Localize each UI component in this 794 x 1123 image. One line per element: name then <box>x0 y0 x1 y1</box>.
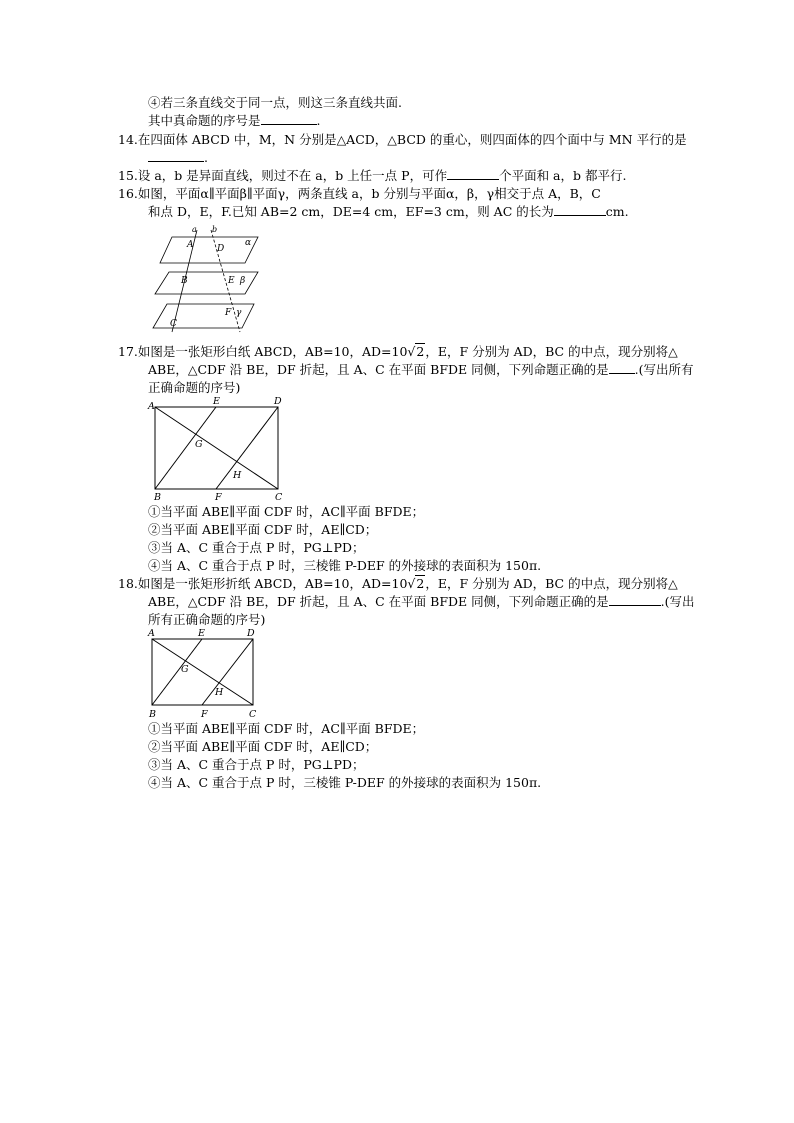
q18-sqrt-radicand: 2 <box>416 576 425 591</box>
q17-text-line3: 正确命题的序号) <box>148 380 241 395</box>
q13-item-4: ④若三条直线交于同一点，则这三条直线共面. <box>148 95 402 110</box>
fig16-label-D: D <box>217 244 225 254</box>
q13-period: . <box>316 113 321 128</box>
fig17-label-B: B <box>154 492 161 502</box>
fig17-label-E: E <box>213 396 220 407</box>
fig16-label-E: E <box>228 276 235 286</box>
fig16-label-alpha: α <box>245 238 252 248</box>
q18-item-4: ④当 A、C 重合于点 P 时，三棱锥 P-DEF 的外接球的表面积为 150π. <box>148 775 542 790</box>
q14-period: . <box>204 150 208 165</box>
q18-item-3: ③当 A、C 重合于点 P 时，PG⊥PD； <box>148 757 365 772</box>
q15-answer-blank <box>447 168 499 180</box>
q15-text-part2: 个平面和 a，b 都平行. <box>499 168 627 183</box>
q17-text-line2a: ABE，△CDF 沿 BE，DF 折起，且 A、C 在平面 BFDE 同侧，下列命题正确的是 <box>148 362 609 377</box>
q17-sqrt-radicand: 2 <box>416 344 425 359</box>
fig18-label-B: B <box>149 709 156 719</box>
fig17-label-C: C <box>275 492 283 502</box>
fig16-label-A: A <box>187 240 194 250</box>
q18-text-line2b: .(写出 <box>660 594 695 609</box>
q17-text-line2b: .(写出所有 <box>634 362 694 377</box>
q16-text-line2a: 和点 D，E，F.已知 AB=2 cm，DE=4 cm，EF=3 cm，则 AC 的长为 <box>148 204 554 219</box>
fig16-label-C: C <box>170 319 177 329</box>
q16-figure-parallel-planes <box>150 224 262 334</box>
segment-BE <box>152 639 202 705</box>
q17-figure-rectangle <box>144 394 288 502</box>
fig16-label-B: B <box>181 276 188 286</box>
q17-text-line2 <box>148 362 694 378</box>
fig18-label-H: H <box>215 687 224 698</box>
q18-text-line1 <box>118 576 678 592</box>
fig17-label-H: H <box>233 470 242 481</box>
q17-item-4: ④当 A、C 重合于点 P 时，三棱锥 P-DEF 的外接球的表面积为 150π. <box>148 558 542 573</box>
fig16-label-b: b <box>212 225 218 234</box>
q16-text-line2 <box>148 204 629 220</box>
q14-answer-blank <box>148 150 204 162</box>
fig17-label-D: D <box>274 396 282 407</box>
q16-unit: cm. <box>605 204 629 219</box>
q18-text-line3: 所有正确命题的序号) <box>148 612 266 627</box>
segment-DF <box>202 639 253 705</box>
fig17-label-G: G <box>195 439 203 450</box>
fig17-label-F: F <box>215 492 222 502</box>
fig18-label-A: A <box>148 628 155 639</box>
q14-answer-line <box>148 150 208 166</box>
q18-text-line2 <box>148 594 695 610</box>
q18-answer-blank <box>609 594 661 606</box>
q16-text-line1: 16.如图，平面α∥平面β∥平面γ，两条直线 a，b 分别与平面α，β，γ相交于点 A，B，C <box>118 186 601 201</box>
plane-alpha <box>160 237 258 263</box>
fig18-label-E: E <box>198 628 205 639</box>
q14-text: 14.在四面体 ABCD 中，M，N 分别是△ACD，△BCD 的重心，则四面体的四个面中与 MN 平行的是 <box>118 132 687 147</box>
q17-item-1: ①当平面 ABE∥平面 CDF 时，AC∥平面 BFDE； <box>148 504 425 519</box>
q18-text-line1b: ，E，F 分别为 AD，BC 的中点，现分别将△ <box>425 576 678 591</box>
q18-figure-rectangle <box>143 625 267 719</box>
fig16-label-a: a <box>192 225 197 234</box>
q16-answer-blank <box>554 204 606 216</box>
q13-prompt: 其中真命题的序号是 <box>148 113 261 128</box>
q13-answer-line <box>148 113 321 129</box>
fig16-label-beta: β <box>240 276 246 286</box>
q18-text-line2a: ABE，△CDF 沿 BE，DF 折起，且 A、C 在平面 BFDE 同侧，下列命题正确的是 <box>148 594 609 609</box>
q17-answer-blank <box>609 362 635 374</box>
fig17-label-A: A <box>148 401 155 412</box>
q18-item-2: ②当平面 ABE∥平面 CDF 时，AE∥CD； <box>148 739 378 754</box>
fig16-label-F: F <box>225 308 232 318</box>
q17-text-line1b: ，E，F 分别为 AD，BC 的中点，现分别将△ <box>425 344 678 359</box>
fig18-label-D: D <box>247 628 255 639</box>
fig18-label-C: C <box>249 709 257 719</box>
q18-sqrt: √2 <box>407 576 425 591</box>
fig18-label-G: G <box>181 664 189 675</box>
fig18-label-F: F <box>201 709 208 719</box>
segment-DF <box>216 407 278 489</box>
q15-text <box>118 168 626 184</box>
q17-sqrt: √2 <box>407 344 425 359</box>
q17-item-2: ②当平面 ABE∥平面 CDF 时，AE∥CD； <box>148 522 378 537</box>
diagonal-AC <box>155 407 278 489</box>
diagonal-AC <box>152 639 253 705</box>
q18-text-line1a: 18.如图是一张矩形折纸 ABCD，AB=10，AD=10 <box>118 576 408 591</box>
q17-text-line1a: 17.如图是一张矩形白纸 ABCD，AB=10，AD=10 <box>118 344 408 359</box>
fig16-label-gamma: γ <box>236 308 242 318</box>
q18-item-1: ①当平面 ABE∥平面 CDF 时，AC∥平面 BFDE； <box>148 721 425 736</box>
q13-answer-blank <box>261 113 317 125</box>
q17-text-line1 <box>118 344 678 360</box>
q15-text-part1: 15.设 a，b 是异面直线，则过不在 a，b 上任一点 P，可作 <box>118 168 448 183</box>
segment-BE <box>155 407 216 489</box>
q17-item-3: ③当 A、C 重合于点 P 时，PG⊥PD； <box>148 540 365 555</box>
